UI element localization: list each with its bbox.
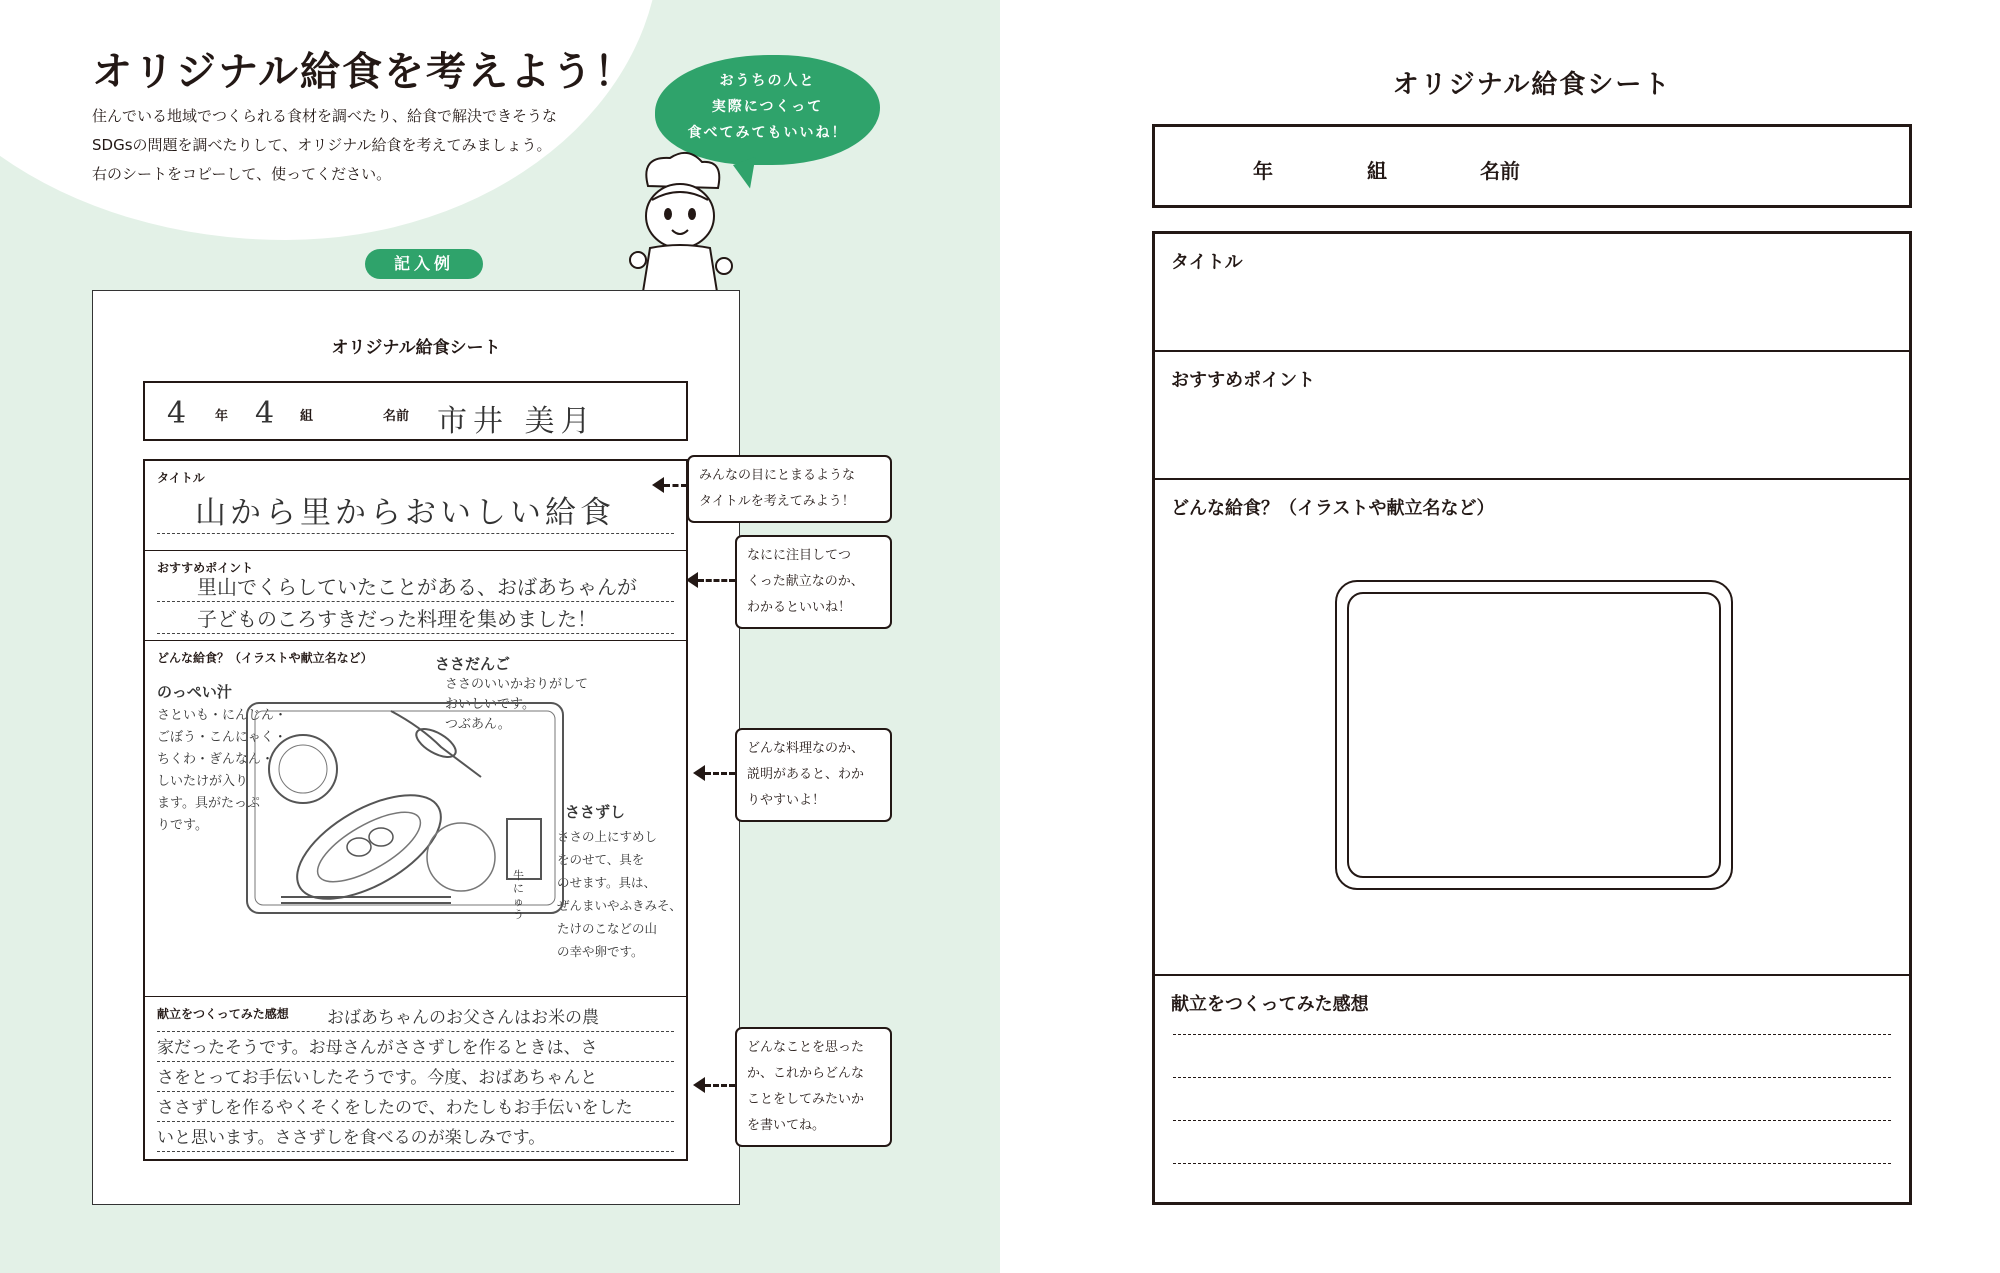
sushi-name: ささずし (565, 803, 626, 821)
grade-label: 年 (1253, 159, 1273, 183)
title-row (1155, 234, 1909, 352)
note-line: くった献立なのか、 (747, 574, 864, 589)
dashed-line (1173, 1077, 1891, 1078)
note-line: なにに注目してつ (747, 548, 852, 563)
intro-line: 右のシートをコピーして、使ってください。 (92, 165, 392, 183)
thought-line: ささずしを作るやくそくをしたので、わたしもお手伝いをした (157, 1098, 633, 1118)
milk-label: 牛にゅう (513, 869, 524, 921)
desc-line: りです。 (157, 818, 208, 833)
note-line: を書いてね。 (747, 1118, 826, 1133)
sample-sheet-title: オリジナル給食シート (331, 338, 501, 358)
dashed-line (157, 1061, 674, 1062)
dashed-line (157, 1151, 674, 1152)
sample-thoughts-text (157, 1003, 677, 1153)
desc-line: の幸や卵です。 (557, 944, 644, 959)
point-line: 子どものころすきだった料理を集めました！ (197, 607, 597, 631)
sushi-desc (557, 825, 682, 963)
bubble-line: おうちの人と (719, 73, 816, 89)
sample-thoughts-row (145, 997, 686, 1163)
dashed-line (157, 533, 674, 534)
note-line: みんなの目にとまるような (699, 468, 856, 483)
sample-table (143, 459, 688, 1161)
desc-line: ぜんまいやふきみそ、 (557, 898, 682, 913)
bubble-line: 実際につくって (711, 99, 824, 115)
desc-line: たけのこなどの山 (557, 921, 658, 936)
arrow-head (652, 477, 664, 493)
arrow-head (693, 765, 705, 781)
title-label: タイトル (1171, 252, 1243, 273)
drawing-frame (1335, 580, 1733, 890)
bubble-line: 食べてみてもいいね！ (687, 125, 848, 141)
note-line: わかるといいね！ (747, 600, 852, 615)
note-line: ことをしてみたいか (747, 1092, 865, 1107)
note-menu-tip (735, 728, 892, 822)
sample-point-text (197, 571, 637, 635)
sample-grade-label: 年 (215, 409, 229, 424)
note-line: どんなことを思った (747, 1040, 865, 1055)
dango-name: ささだんご (435, 655, 511, 673)
arrow-line (705, 772, 735, 775)
intro-text (92, 102, 557, 189)
drawing-frame-inner (1347, 592, 1721, 878)
sample-point-label: おすすめポイント (157, 561, 254, 575)
dashed-line (1173, 1034, 1891, 1035)
sample-menu-label: どんな給食？（イラストや献立名など） (157, 651, 373, 665)
thought-line: 家だったそうです。お母さんがささずしを作るときは、さ (157, 1038, 598, 1058)
point-line: 里山でくらしていたことがある、おばあちゃんが (197, 575, 637, 599)
arrow-line (664, 484, 687, 487)
example-badge: 記入例 (365, 249, 483, 279)
desc-line: さといも・にんじん・ (157, 708, 288, 723)
note-line: か、これからどんな (747, 1066, 865, 1081)
desc-line: つぶあん。 (445, 717, 511, 732)
desc-line: ごぼう・こんにゃく・ (157, 730, 287, 745)
point-row (1155, 352, 1909, 480)
intro-line: SDGsの問題を調べたりして、オリジナル給食を考えてみましょう。 (92, 136, 552, 154)
intro-line: 住んでいる地域でつくられる食材を調べたり、給食で解決できそうな (92, 107, 558, 125)
sample-name-box (143, 381, 688, 441)
dashed-line (1173, 1163, 1891, 1164)
arrow-head (686, 572, 698, 588)
thought-line: さをとってお手伝いしたそうです。今度、おばあちゃんと (157, 1068, 598, 1088)
desc-line: のせます。具は、 (557, 875, 657, 890)
sample-menu-row (145, 641, 686, 997)
sample-point-row (145, 551, 686, 641)
menu-row (1155, 480, 1909, 976)
desc-line: しいたけが入り (157, 774, 249, 789)
note-title-tip (687, 455, 892, 523)
worksheet-table (1152, 231, 1912, 1205)
thought-line: おばあちゃんのお父さんはお米の農 (327, 1008, 599, 1028)
dashed-line (157, 633, 674, 634)
sample-class-label: 組 (300, 409, 314, 424)
note-thoughts-tip (735, 1027, 892, 1147)
menu-label: どんな給食？（イラストや献立名など） (1171, 498, 1495, 519)
note-line: タイトルを考えてみよう！ (699, 494, 855, 509)
sample-name-label: 名前 (383, 409, 410, 424)
dashed-line (1173, 1120, 1891, 1121)
sample-title-label: タイトル (157, 471, 205, 485)
desc-line: ささの上にすめし (557, 829, 658, 844)
note-line: どんな料理なのか、 (747, 741, 865, 756)
sample-title-text: 山から里からおいしい給食 (195, 495, 615, 531)
note-point-tip (735, 535, 892, 629)
dashed-line (157, 1031, 674, 1032)
sample-title-row (145, 461, 686, 551)
thought-line: いと思います。ささずしを食べるのが楽しみです。 (157, 1128, 546, 1148)
sample-sheet (92, 290, 740, 1205)
chef-character-illustration (600, 148, 750, 298)
sheet-title: オリジナル給食シート (1392, 70, 1672, 100)
sample-class-value: 4 (255, 396, 275, 431)
desc-line: おいしいです。 (445, 697, 535, 712)
sample-grade-value: 4 (167, 396, 187, 431)
arrow-head (693, 1077, 705, 1093)
page-title: オリジナル給食を考えよう！ (92, 49, 636, 95)
soup-name: のっぺい汁 (157, 683, 232, 701)
desc-line: ちくわ・ぎんなん・ (157, 752, 275, 767)
arrow-line (698, 579, 735, 582)
desc-line: ささのいいかおりがして (445, 677, 589, 692)
note-line: 説明があると、わか (747, 767, 865, 782)
dashed-line (157, 1091, 674, 1092)
thoughts-label: 献立をつくってみた感想 (1171, 994, 1369, 1015)
name-label: 名前 (1480, 159, 1520, 183)
arrow-line (705, 1084, 735, 1087)
dashed-line (157, 1121, 674, 1122)
name-box (1152, 124, 1912, 208)
class-label: 組 (1367, 159, 1387, 183)
desc-line: をのせて、具を (557, 852, 645, 867)
sample-name-value: 市井 美月 (437, 404, 597, 439)
sample-thoughts-label: 献立をつくってみた感想 (157, 1007, 289, 1021)
dashed-line (157, 601, 674, 602)
thoughts-row (1155, 976, 1909, 1202)
note-line: りやすいよ！ (747, 793, 826, 808)
point-label: おすすめポイント (1171, 370, 1316, 391)
desc-line: ます。具がたっぷ (157, 796, 260, 811)
